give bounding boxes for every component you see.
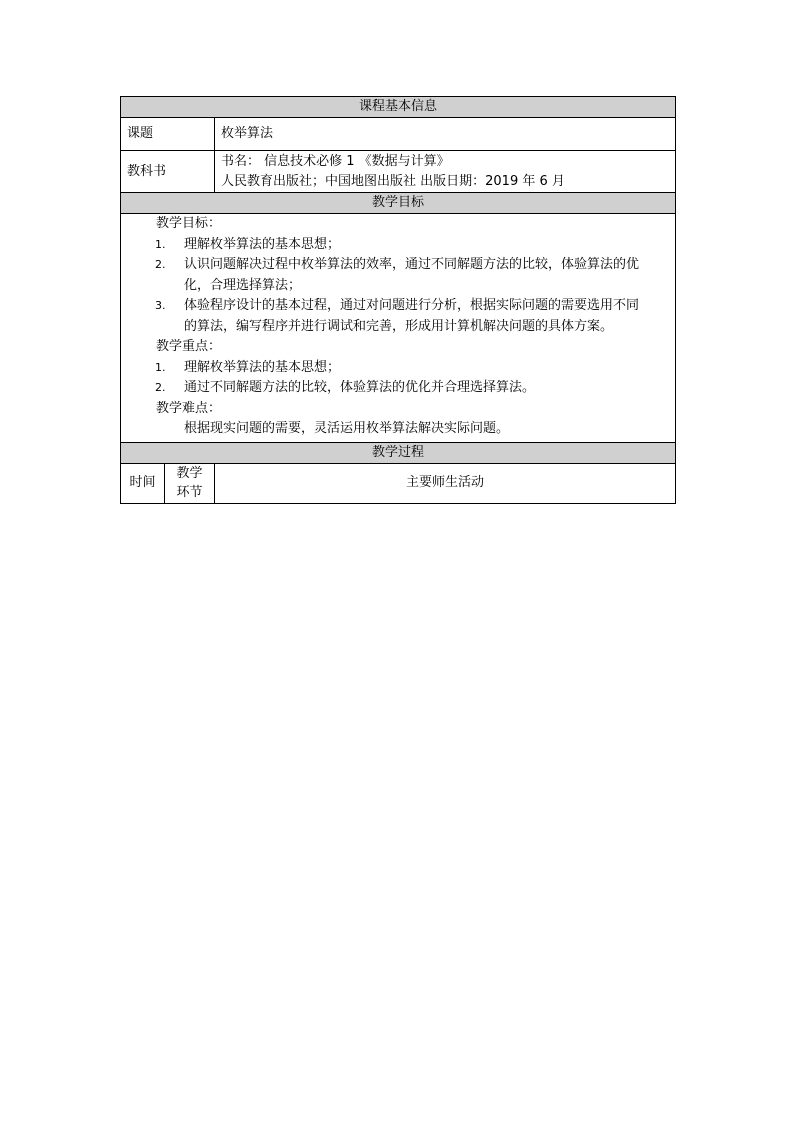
process-columns-row bbox=[121, 463, 676, 503]
key-point-item bbox=[155, 358, 669, 379]
key-point-text: 通过不同解题方法的比较，体验算法的优化并合理选择算法。 bbox=[184, 380, 536, 395]
goal-text: 理解枚举算法的基本思想； bbox=[184, 236, 341, 252]
key-point-item bbox=[155, 378, 669, 399]
objectives-body-row bbox=[121, 214, 676, 443]
textbook-row bbox=[121, 151, 676, 193]
topic-row bbox=[121, 118, 676, 151]
objectives-header-row bbox=[121, 193, 676, 214]
stage-header-line2: 环节 bbox=[176, 485, 203, 500]
topic-label: 课题 bbox=[121, 118, 215, 151]
key-point-text: 理解枚举算法的基本思想； bbox=[184, 359, 341, 375]
topic-value: 枚举算法 bbox=[215, 118, 676, 151]
goal-text: 认识问题解决过程中枚举算法的效率，通过不同解题方法的比较，体验算法的优 bbox=[184, 257, 640, 272]
process-header: 教学过程 bbox=[121, 442, 676, 463]
goal-item bbox=[155, 296, 669, 317]
stage-column-header bbox=[165, 463, 215, 503]
textbook-publisher-line: 人民教育出版社；中国地图出版社 出版日期：2019 年 6 月 bbox=[221, 173, 565, 189]
goal-text: 体验程序设计的基本过程，通过对问题进行分析，根据实际问题的需要选用不同 bbox=[184, 298, 640, 313]
time-column-header: 时间 bbox=[121, 463, 165, 503]
goal-number: 2. bbox=[155, 258, 166, 271]
goal-number: 3. bbox=[155, 299, 166, 312]
goals-heading: 教学目标： bbox=[156, 216, 222, 231]
difficulty-heading: 教学难点： bbox=[156, 400, 222, 416]
activity-column-header: 主要师生活动 bbox=[215, 463, 676, 503]
key-points-heading: 教学重点： bbox=[156, 339, 222, 354]
key-point-number: 1. bbox=[155, 360, 166, 374]
lesson-plan-table bbox=[120, 96, 676, 504]
process-header-row bbox=[121, 442, 676, 463]
textbook-title-line: 书名： 信息技术必修 1 《数据与计算》 bbox=[221, 153, 450, 169]
goal-number: 1. bbox=[155, 237, 166, 251]
difficulty-text: 根据现实问题的需要，灵活运用枚举算法解决实际问题。 bbox=[184, 421, 510, 436]
objectives-body bbox=[121, 214, 676, 443]
objectives-header: 教学目标 bbox=[121, 193, 676, 214]
goal-item bbox=[155, 255, 669, 276]
goal-item bbox=[155, 235, 669, 256]
stage-header-line1: 教学 bbox=[176, 466, 203, 481]
key-point-number: 2. bbox=[155, 381, 166, 394]
textbook-label: 教科书 bbox=[121, 151, 215, 193]
basic-info-header-row bbox=[121, 97, 676, 118]
goal-text-continued: 化，合理选择算法； bbox=[184, 277, 302, 293]
basic-info-header: 课程基本信息 bbox=[121, 97, 676, 118]
textbook-value bbox=[215, 151, 676, 193]
goal-text-continued: 的算法，编写程序并进行调试和完善，形成用计算机解决问题的具体方案。 bbox=[184, 318, 614, 334]
